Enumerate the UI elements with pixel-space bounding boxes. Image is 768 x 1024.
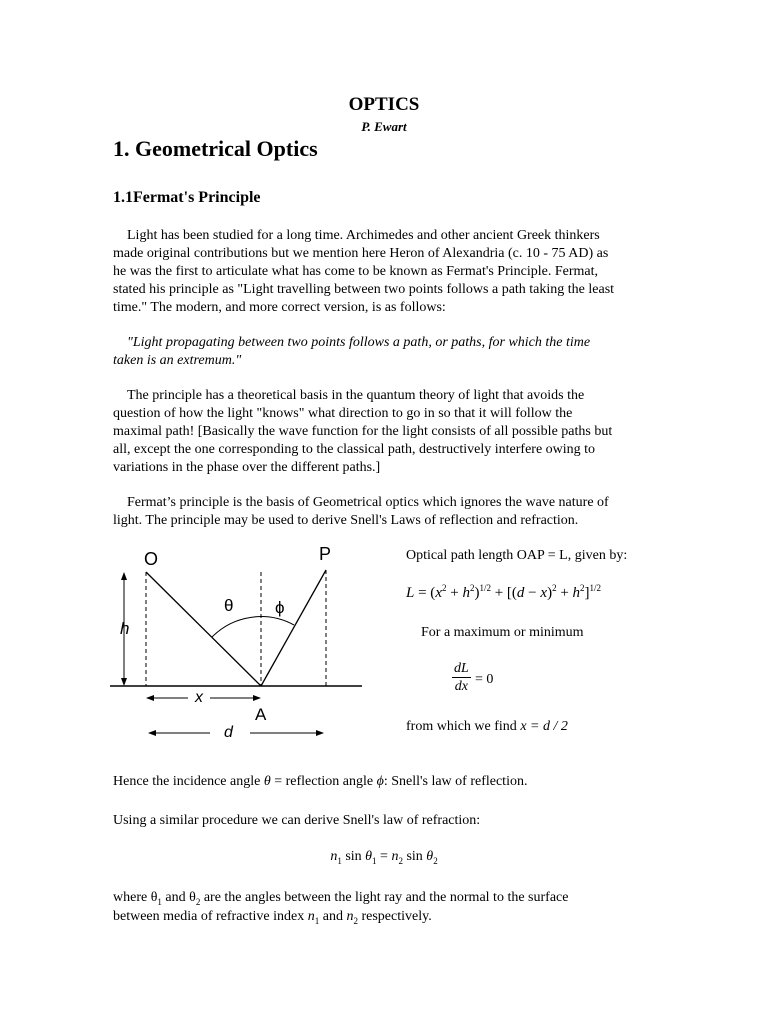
paragraph-basis xyxy=(113,494,658,530)
text-line: all, except the one corresponding to the classical path, destructively interfere owing to xyxy=(113,442,596,457)
text-line: question of how the light "knows" what direction to go in so that it will follow the xyxy=(113,406,573,421)
text-fragment: and xyxy=(322,909,343,924)
label-d: d xyxy=(224,724,233,741)
snell-refraction-formula: $n_1$ $\sin \theta_1 = n_2$ $\sin \theta_2$ xyxy=(330,849,438,866)
symbol-phi: ϕ xyxy=(376,774,384,789)
reflection-law-line xyxy=(113,774,527,790)
text-line: variations in the phase over the different paths.] xyxy=(113,460,381,475)
between-line: between media of refractive index $n_1$ and $n_2$ respectively. xyxy=(113,909,432,926)
label-P: P xyxy=(319,544,332,564)
result-value: x = d / 2 xyxy=(520,719,568,734)
optical-path-text: Optical path length OAP = L, given by: xyxy=(406,548,628,563)
text-line: taken is an extremum." xyxy=(113,353,242,368)
height-arrowhead-down xyxy=(121,678,127,686)
incident-ray xyxy=(146,572,261,686)
text-line: stated his principle as "Light travelling between two points follows a path taking the least xyxy=(113,282,615,297)
reflection-diagram xyxy=(110,540,370,750)
author-name: P. Ewart xyxy=(361,119,407,134)
text-fragment: Hence the incidence angle xyxy=(113,774,261,789)
label-A: A xyxy=(255,705,267,724)
text-line: time." The modern, and more correct version, is as follows: xyxy=(113,300,446,315)
refraction-intro: Using a similar procedure we can derive Snell's law of refraction: xyxy=(113,813,481,828)
d-arrowhead-left xyxy=(148,730,156,736)
paragraph-intro xyxy=(113,227,658,317)
text-line: made original contributions but we mention here Heron of Alexandria (c. 10 - 75 AD) as xyxy=(113,246,609,261)
where-line: where $\theta_1$ and $\theta_2$ are the angles between the light ray and the normal to the surface xyxy=(113,890,569,907)
label-O: O xyxy=(144,549,159,569)
label-x: x xyxy=(195,689,203,706)
symbol-theta: θ xyxy=(263,774,271,789)
text-fragment: where θ xyxy=(113,890,158,905)
text-line: The principle has a theoretical basis in the quantum theory of light that avoids the xyxy=(127,388,585,403)
label-theta: θ xyxy=(224,596,234,615)
text-fragment: between media of refractive index xyxy=(113,909,305,924)
reflected-ray xyxy=(261,570,326,686)
d-arrowhead-right xyxy=(316,730,324,736)
max-min-text: For a maximum or minimum xyxy=(421,625,584,640)
text-line: Fermat’s principle is the basis of Geometrical optics which ignores the wave nature of xyxy=(127,495,609,510)
label-phi: ϕ xyxy=(275,598,285,617)
derivative-rhs: = 0 xyxy=(475,672,494,687)
fermat-quote xyxy=(113,334,658,370)
text-line: he was the first to articulate what has come to be known as Fermat's Principle. Fermat, xyxy=(113,264,599,279)
derivative-denominator: dx xyxy=(454,679,468,694)
label-h: h xyxy=(120,619,130,638)
result-line xyxy=(406,719,568,735)
text-line: light. The principle may be used to derive Snell's Laws of reflection and refraction. xyxy=(113,513,579,528)
section-heading: 1. Geometrical Optics xyxy=(113,136,318,161)
text-fragment: = reflection angle xyxy=(274,774,374,789)
text-fragment: respectively. xyxy=(361,909,432,924)
document-title: OPTICS xyxy=(348,94,420,115)
height-arrowhead-up xyxy=(121,572,127,580)
subsection-heading: 1.1Fermat's Principle xyxy=(113,189,261,206)
derivative-fraction xyxy=(452,660,471,695)
x-arrowhead-left xyxy=(146,695,154,701)
paragraph-theory xyxy=(113,387,658,477)
x-arrowhead-right xyxy=(253,695,261,701)
text-fragment: are the angles between the light ray and the normal to the surface xyxy=(203,890,569,905)
text-line: maximal path! [Basically the wave function for the light consists of all possible paths but xyxy=(113,424,613,439)
text-fragment: and θ xyxy=(165,890,196,905)
text-fragment: : Snell's law of reflection. xyxy=(383,774,528,789)
angle-arc xyxy=(212,617,294,637)
result-prefix: from which we find xyxy=(406,719,517,734)
formula-L: L xyxy=(406,585,415,601)
path-length-formula: $L = (x^2 + h^2)^{1/2} + [(d - x)^2 + h^2]^{1/2}$ xyxy=(406,583,602,601)
derivative-numerator: dL xyxy=(454,661,469,676)
text-line: Light has been studied for a long time. Archimedes and other ancient Greek thinkers xyxy=(127,228,600,243)
text-line: "Light propagating between two points follows a path, or paths, for which the time xyxy=(127,335,591,350)
